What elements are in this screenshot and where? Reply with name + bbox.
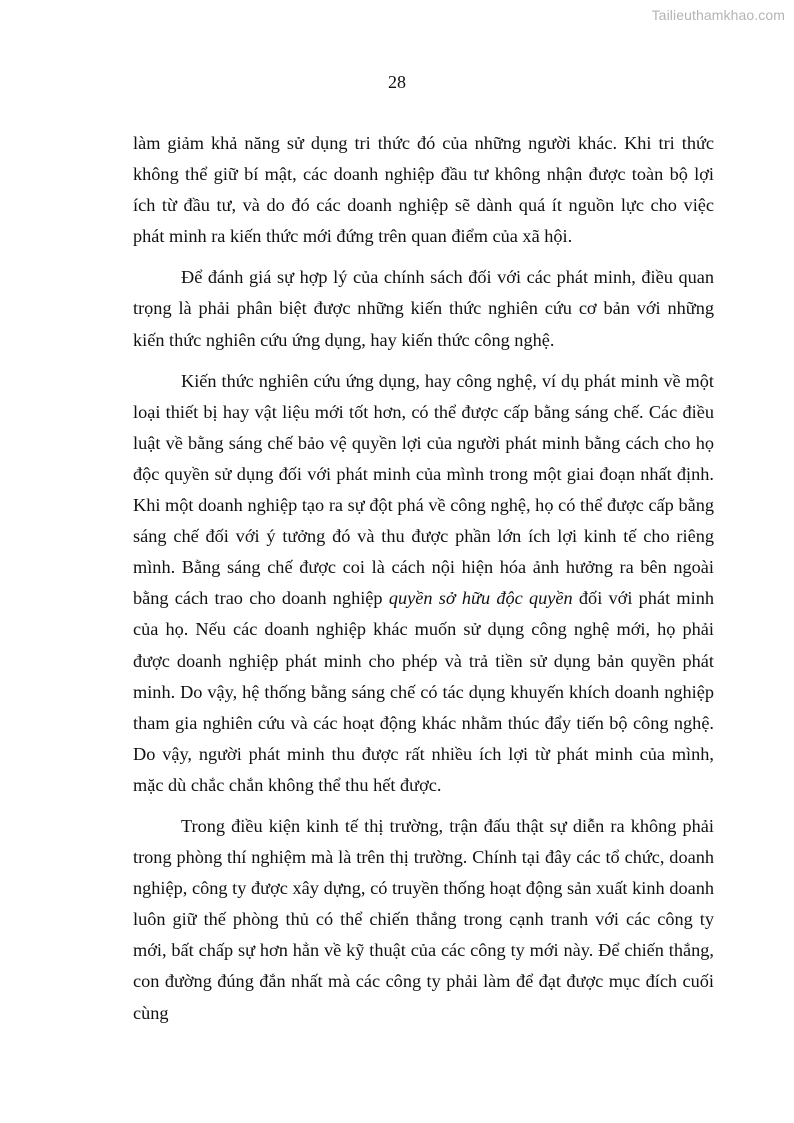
paragraph-3-before: Kiến thức nghiên cứu ứng dụng, hay công nghệ, ví dụ phát minh về một loại thiết bị hay vật liệu mới tốt hơn, có thể được cấp bằng sáng chế. Các điều luật về bằng sáng chế bảo vệ quyền lợi của người phát minh bằng cách cho họ độc quyền sử dụng đối với phát minh của mình trong một giai đoạn nhất định. Khi một doanh nghiệp tạo ra sự đột phá về công nghệ, họ có thể được cấp bằng sáng chế đối với ý tưởng đó và thu được phần lớn ích lợi kinh tế cho riêng mình. Bằng sáng chế được coi là cách nội hiện hóa ảnh hưởng ra bên ngoài bằng cách trao cho doanh nghiệp [133,370,714,609]
paragraph-3 [133,366,714,801]
body-text [133,128,714,1039]
page-number: 28 [388,72,406,92]
watermark: Tailieuthamkhao.com [651,7,785,23]
paragraph-4: Trong điều kiện kinh tế thị trường, trận đấu thật sự diễn ra không phải trong phòng thí nghiệm mà là trên thị trường. Chính tại đây các tổ chức, doanh nghiệp, công ty được xây dựng, có truyền thống hoạt động sản xuất kinh doanh luôn giữ thế phòng thủ có thể chiến thắng trong cạnh tranh với các công ty mới, bất chấp sự hơn hẳn về kỹ thuật của các công ty mới này. Để chiến thắng, con đường đúng đắn nhất mà các công ty phải làm để đạt được mục đích cuối cùng [133,815,714,1023]
paragraph-2: Để đánh giá sự hợp lý của chính sách đối với các phát minh, điều quan trọng là phải phân biệt được những kiến thức nghiên cứu cơ bản với những kiến thức nghiên cứu ứng dụng, hay kiến thức công nghệ. [133,267,714,350]
paragraph-1: làm giảm khả năng sử dụng tri thức đó của những người khác. Khi tri thức không thể giữ bí mật, các doanh nghiệp đầu tư không nhận được toàn bộ lợi ích từ đầu tư, và do đó các doanh nghiệp sẽ dành quá ít nguồn lực cho việc phát minh ra kiến thức mới đứng trên quan điểm của xã hội. [133,133,714,247]
paragraph-3-after: đối với phát minh của họ. Nếu các doanh nghiệp khác muốn sử dụng công nghệ mới, họ phải được doanh nghiệp phát minh cho phép và trả tiền sử dụng bản quyền phát minh. Do vậy, hệ thống bằng sáng chế có tác dụng khuyến khích doanh nghiệp tham gia nghiên cứu và các hoạt động khác nhằm thúc đẩy tiến bộ công nghệ. Do vậy, người phát minh thu được rất nhiều ích lợi từ phát minh của mình, mặc dù chắc chắn không thể thu hết được. [133,588,714,795]
italic-phrase: quyền sở hữu độc quyền [388,588,573,609]
